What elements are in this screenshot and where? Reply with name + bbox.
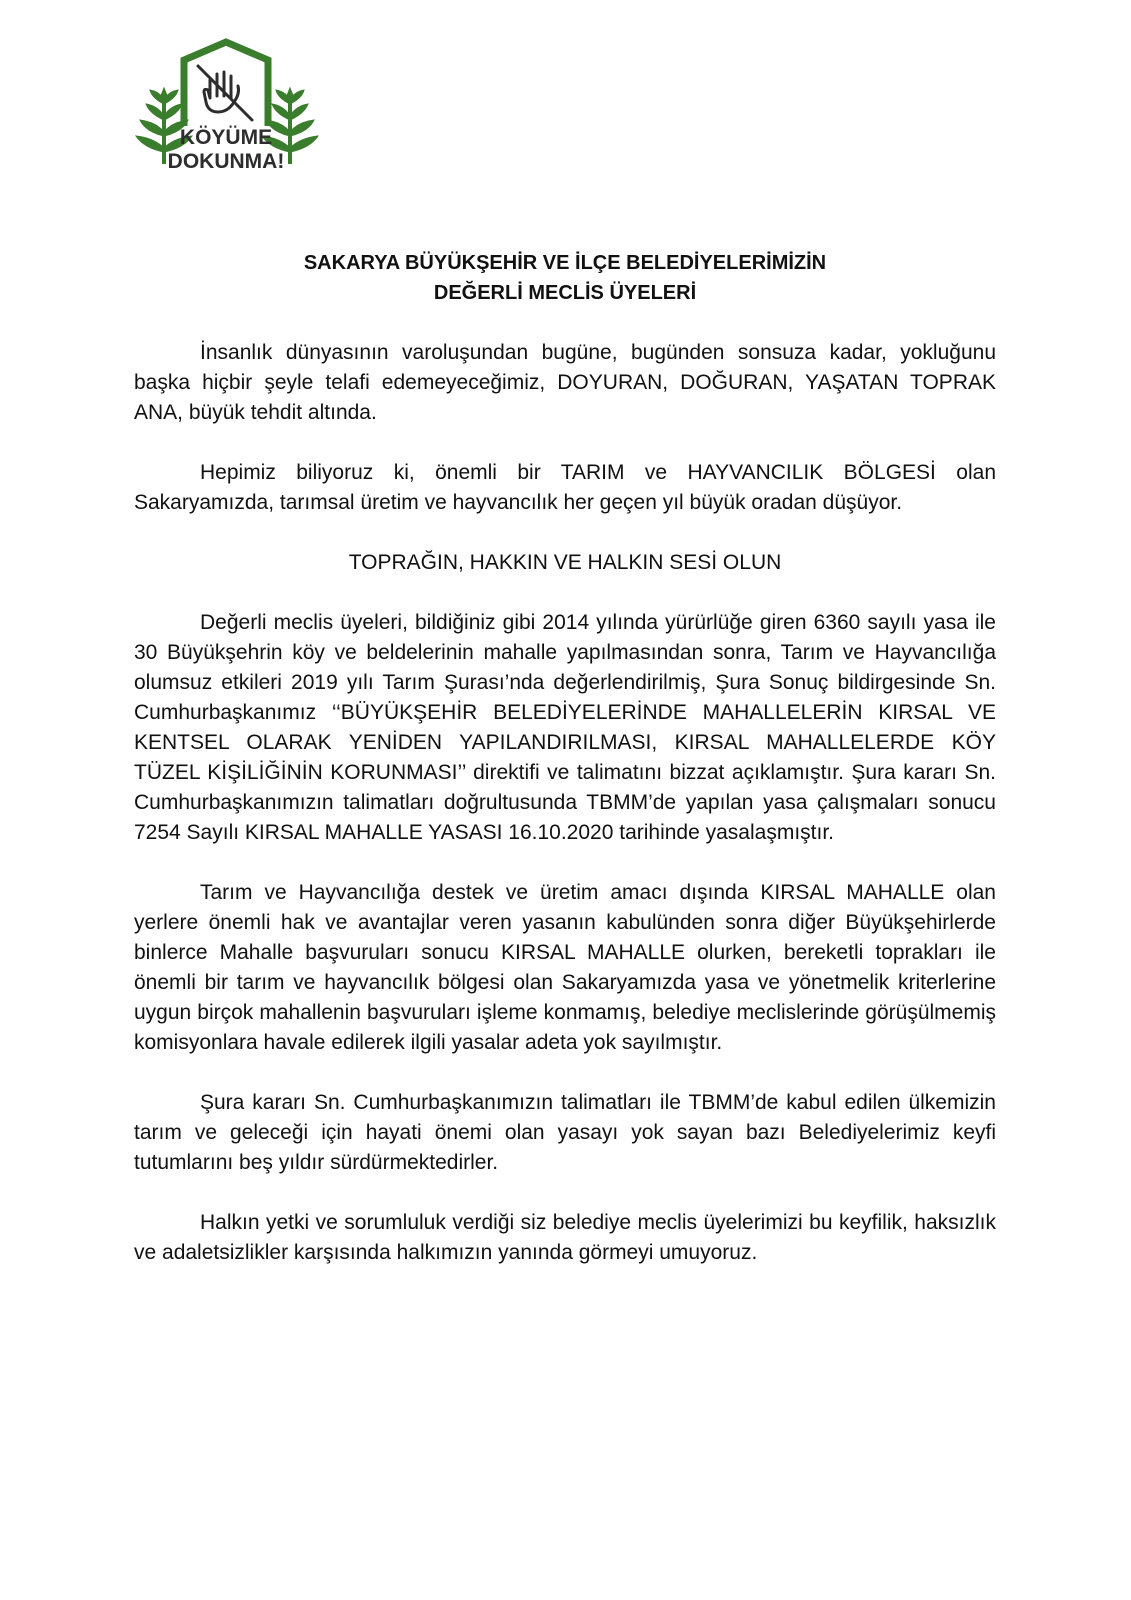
letter-body [134, 248, 996, 1298]
logo-graphic [134, 36, 320, 186]
paragraph-4: Tarım ve Hayvancılığa destek ve üretim amacı dışında KIRSAL MAHALLE olan yerlere önemli hak ve avantajlar veren yasanın kabulünden sonra diğer Büyükşehirlerde binlerce Mahalle başvuruları sonucu KIRSAL MAHALLE olurken, bereketli toprakları ile önemli bir tarım ve hayvancılık bölgesi olan Sakaryamızda yasa ve yönetmelik kriterlerine uygun birçok mahallenin başvuruları işleme konmamış, belediye meclislerinde görüşülmemiş komisyonlara havale edilerek ilgili yasalar adeta yok sayılmıştır. [134, 881, 996, 1054]
title-line-2: DEĞERLİ MECLİS ÜYELERİ [433, 282, 697, 304]
logo-text-line1: KÖYÜME [179, 126, 273, 149]
paragraph-5: Şura kararı Sn. Cumhurbaşkanımızın talimatları ile TBMM’de kabul edilen ülkemizin tarım ve geleceği için hayati önemi olan yasayı yok sayan bazı Belediyelerimiz keyfi tutumlarını beş yıldır sürdürmektedirler. [134, 1091, 996, 1174]
logo-text-line2: DOKUNMA! [167, 150, 285, 173]
paragraph-3: Değerli meclis üyeleri, bildiğiniz gibi 2014 yılında yürürlüğe giren 6360 sayılı yasa ile 30 Büyükşehrin köy ve beldelerinin mahalle yapılmasından sonra, Tarım ve Hayvancılığa olumsuz etkileri 2019 yılı Tarım Şurası’nda değerlendirilmiş, Şura Sonuç bildirgesinde Sn. Cumhurbaşkanımız ‘‘BÜYÜKŞEHİR BELEDİYELERİNDE MAHALLELERİN KIRSAL VE KENTSEL OLARAK YENİDEN YAPILANDIRILMASI, KIRSAL MAHALLELERDE KÖY TÜZEL KİŞİLİĞİNİN KORUNMASI’’ direktifi ve talimatını bizzat açıklamıştır. Şura kararı Sn. Cumhurbaşkanımızın talimatları doğrultusunda TBMM’de yapılan yasa çalışmaları sonucu 7254 Sayılı KIRSAL MAHALLE YASASI 16.10.2020 tarihinde yasalaşmıştır. [134, 611, 996, 844]
house-outline [184, 42, 268, 126]
paragraph-2: Hepimiz biliyoruz ki, önemli bir TARIM ve HAYVANCILIK BÖLGESİ olan Sakaryamızda, tarımsal üretim ve hayvancılık her geçen yıl büyük oradan düşüyor. [134, 461, 996, 514]
crossed-hand-icon [198, 66, 252, 120]
paragraph-6: Halkın yetki ve sorumluluk verdiği siz belediye meclis üyelerimizi bu keyfilik, haksızlık ve adaletsizlikler karşısında halkımızın yanında görmeyi umuyoruz. [134, 1211, 996, 1264]
paragraph-1: İnsanlık dünyasının varoluşundan bugüne, bugünden sonsuza kadar, yokluğunu başka hiçbir şeyle telafi edemeyeceğimiz, DOYURAN, DOĞURAN, YAŞATAN TOPRAK ANA, büyük tehdit altında. [134, 341, 996, 424]
title-line-1: SAKARYA BÜYÜKŞEHİR VE İLÇE BELEDİYELERİMİZİN [303, 252, 827, 274]
motto-line: TOPRAĞIN, HAKKIN VE HALKIN SESİ OLUN [348, 551, 782, 574]
koyume-dokunma-logo [134, 36, 320, 186]
letter-title [134, 248, 996, 308]
